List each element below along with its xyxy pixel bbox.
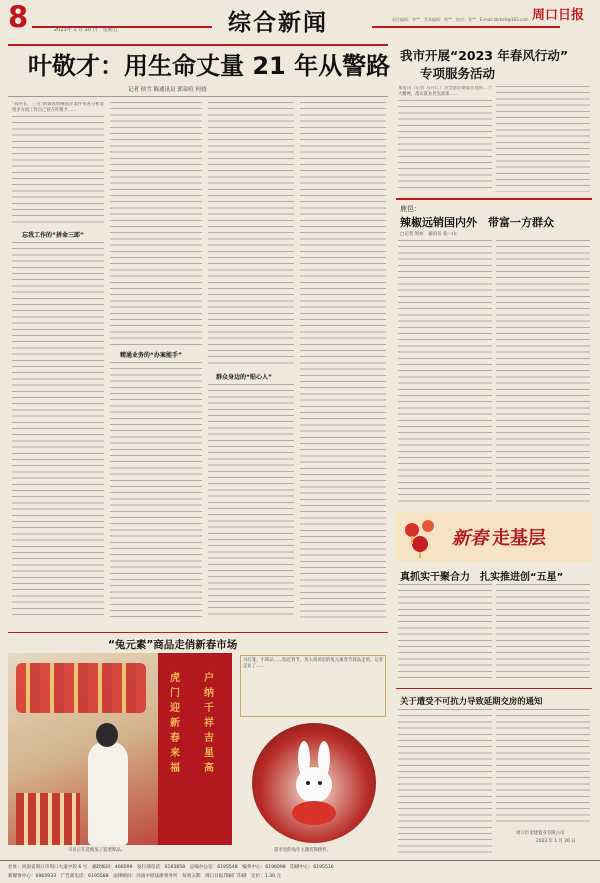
photo-couplet-left: 虎门迎新春来福 (170, 673, 180, 774)
paper-name: 周口日报 (532, 8, 585, 23)
chili-text-a (398, 240, 492, 506)
masthead (0, 0, 600, 38)
rabbit-photo (252, 723, 376, 843)
photo-caption-right: 超市里的兔年主题装饰摆件。 (274, 848, 332, 853)
photo-feature-headline: “兔元素”商品走俏新春市场 (108, 639, 238, 651)
chili-text-b (496, 240, 590, 506)
spring-headline-1: 我市开展“2023 年春风行动” (400, 48, 569, 63)
five-star-text-a (398, 584, 492, 680)
lead-body-intro: “我所长，三百”的调查组解剖开案件审查分析发现多方面工作自己曾在叶敬才…… (12, 102, 104, 114)
photo-lanterns (16, 663, 146, 713)
notice-text-b (496, 709, 590, 825)
date-line: 2023年 1 月 20 日 星期五 (54, 27, 118, 33)
lead-col1-text-b (12, 242, 104, 618)
lead-col1-text-a (12, 116, 104, 224)
notice-headline: 关于遭受不可抗力导致延期交房的通知 (400, 696, 543, 706)
lead-byline: 记者 侯雪 陈通讯员 郭泉喧 何骁 (128, 87, 207, 93)
market-photo (8, 653, 232, 845)
lead-col3-text-a (208, 102, 294, 368)
story-chili (396, 198, 592, 510)
photo-feature (8, 632, 388, 856)
lantern-icon (402, 516, 446, 558)
spring-body-intro: 本报讯（记者 马月仁）为全面贯彻落实党的二十大精神，落实就业优先政策…… (398, 86, 492, 98)
spring-headline-2: 专项服务活动 (420, 66, 496, 81)
banner-text-prefix: 新春 (452, 528, 488, 549)
editors-line: 责任编辑：李** 美术编辑：宪** 校对：张** E-mail:zkrbsh@163.com (392, 17, 529, 22)
lead-col2-text-a (110, 102, 202, 346)
subhead-2: 精通业务的“办案能手” (120, 352, 182, 359)
lead-story (8, 44, 391, 627)
chili-byline: □记者 周亦 通讯员 张一山 (400, 232, 457, 237)
photo-shelf (16, 793, 80, 845)
lead-top-rule (8, 44, 388, 46)
five-star-headline: 真抓实干聚合力 扎实推进创“五星” (400, 572, 564, 583)
lead-divider (8, 96, 388, 97)
footer-line-1: 社址：河南省周口市周口大道中段 6 号 邮政编码：466099 发行部电话：6183858 总编办公室：6195548 编务中心：6196098 印刷中心：6195516 (8, 865, 334, 870)
subhead-3: 群众身边的“贴心人” (216, 374, 272, 381)
five-star-text-b (496, 584, 590, 680)
spring-text-a (398, 100, 492, 192)
notice-sign-off: 2023 年 1 月 20 日 (536, 839, 576, 844)
chili-kicker: 鹿邑： (400, 205, 421, 213)
notice-text-a (398, 709, 492, 853)
banner-text-rest: 走基层 (492, 528, 546, 549)
lead-col2-text-b (110, 362, 202, 618)
photo-caption-box: 马灯笼、小饰品……临近春节，各大商场里的兔元素春节商品走俏。记者走访了…… (240, 655, 386, 717)
story-spring-campaign (396, 44, 592, 194)
photo-shopper-head (96, 723, 118, 747)
footer (0, 860, 600, 883)
footer-line-2: 新媒体中心：6960933 广告部电话：6195588 法律顾问：河南中原法律事务所 每周五期 周口日报印刷厂印刷 定价：1.30 元 (8, 874, 282, 879)
lead-col3-text-b (208, 384, 294, 618)
chili-top-rule (396, 198, 592, 200)
section-title: 综合新闻 (228, 10, 328, 36)
page-number: 8 (8, 0, 29, 34)
story-five-star (396, 566, 592, 684)
photo-shopper (88, 741, 128, 845)
masthead-right-rule (372, 26, 560, 28)
rabbit-icon (284, 741, 344, 825)
new-year-banner (396, 512, 592, 562)
notice-box (396, 688, 592, 856)
chili-headline: 辣椒远销国内外 带富一方群众 (400, 216, 554, 229)
photo-caption-left: 市民正在选购兔子造型饰品。 (68, 848, 126, 853)
spring-text-b (496, 86, 590, 192)
photo-couplet-right: 户纳千祥吉星高 (204, 673, 214, 774)
subhead-1: 忘我工作的“拼命三郎” (22, 232, 84, 239)
lead-col4-text (300, 102, 386, 618)
lead-headline: 叶敬才：用生命丈量 21 年从警路 (28, 52, 391, 80)
notice-address: 周口市金建置业有限公司 (516, 831, 565, 836)
